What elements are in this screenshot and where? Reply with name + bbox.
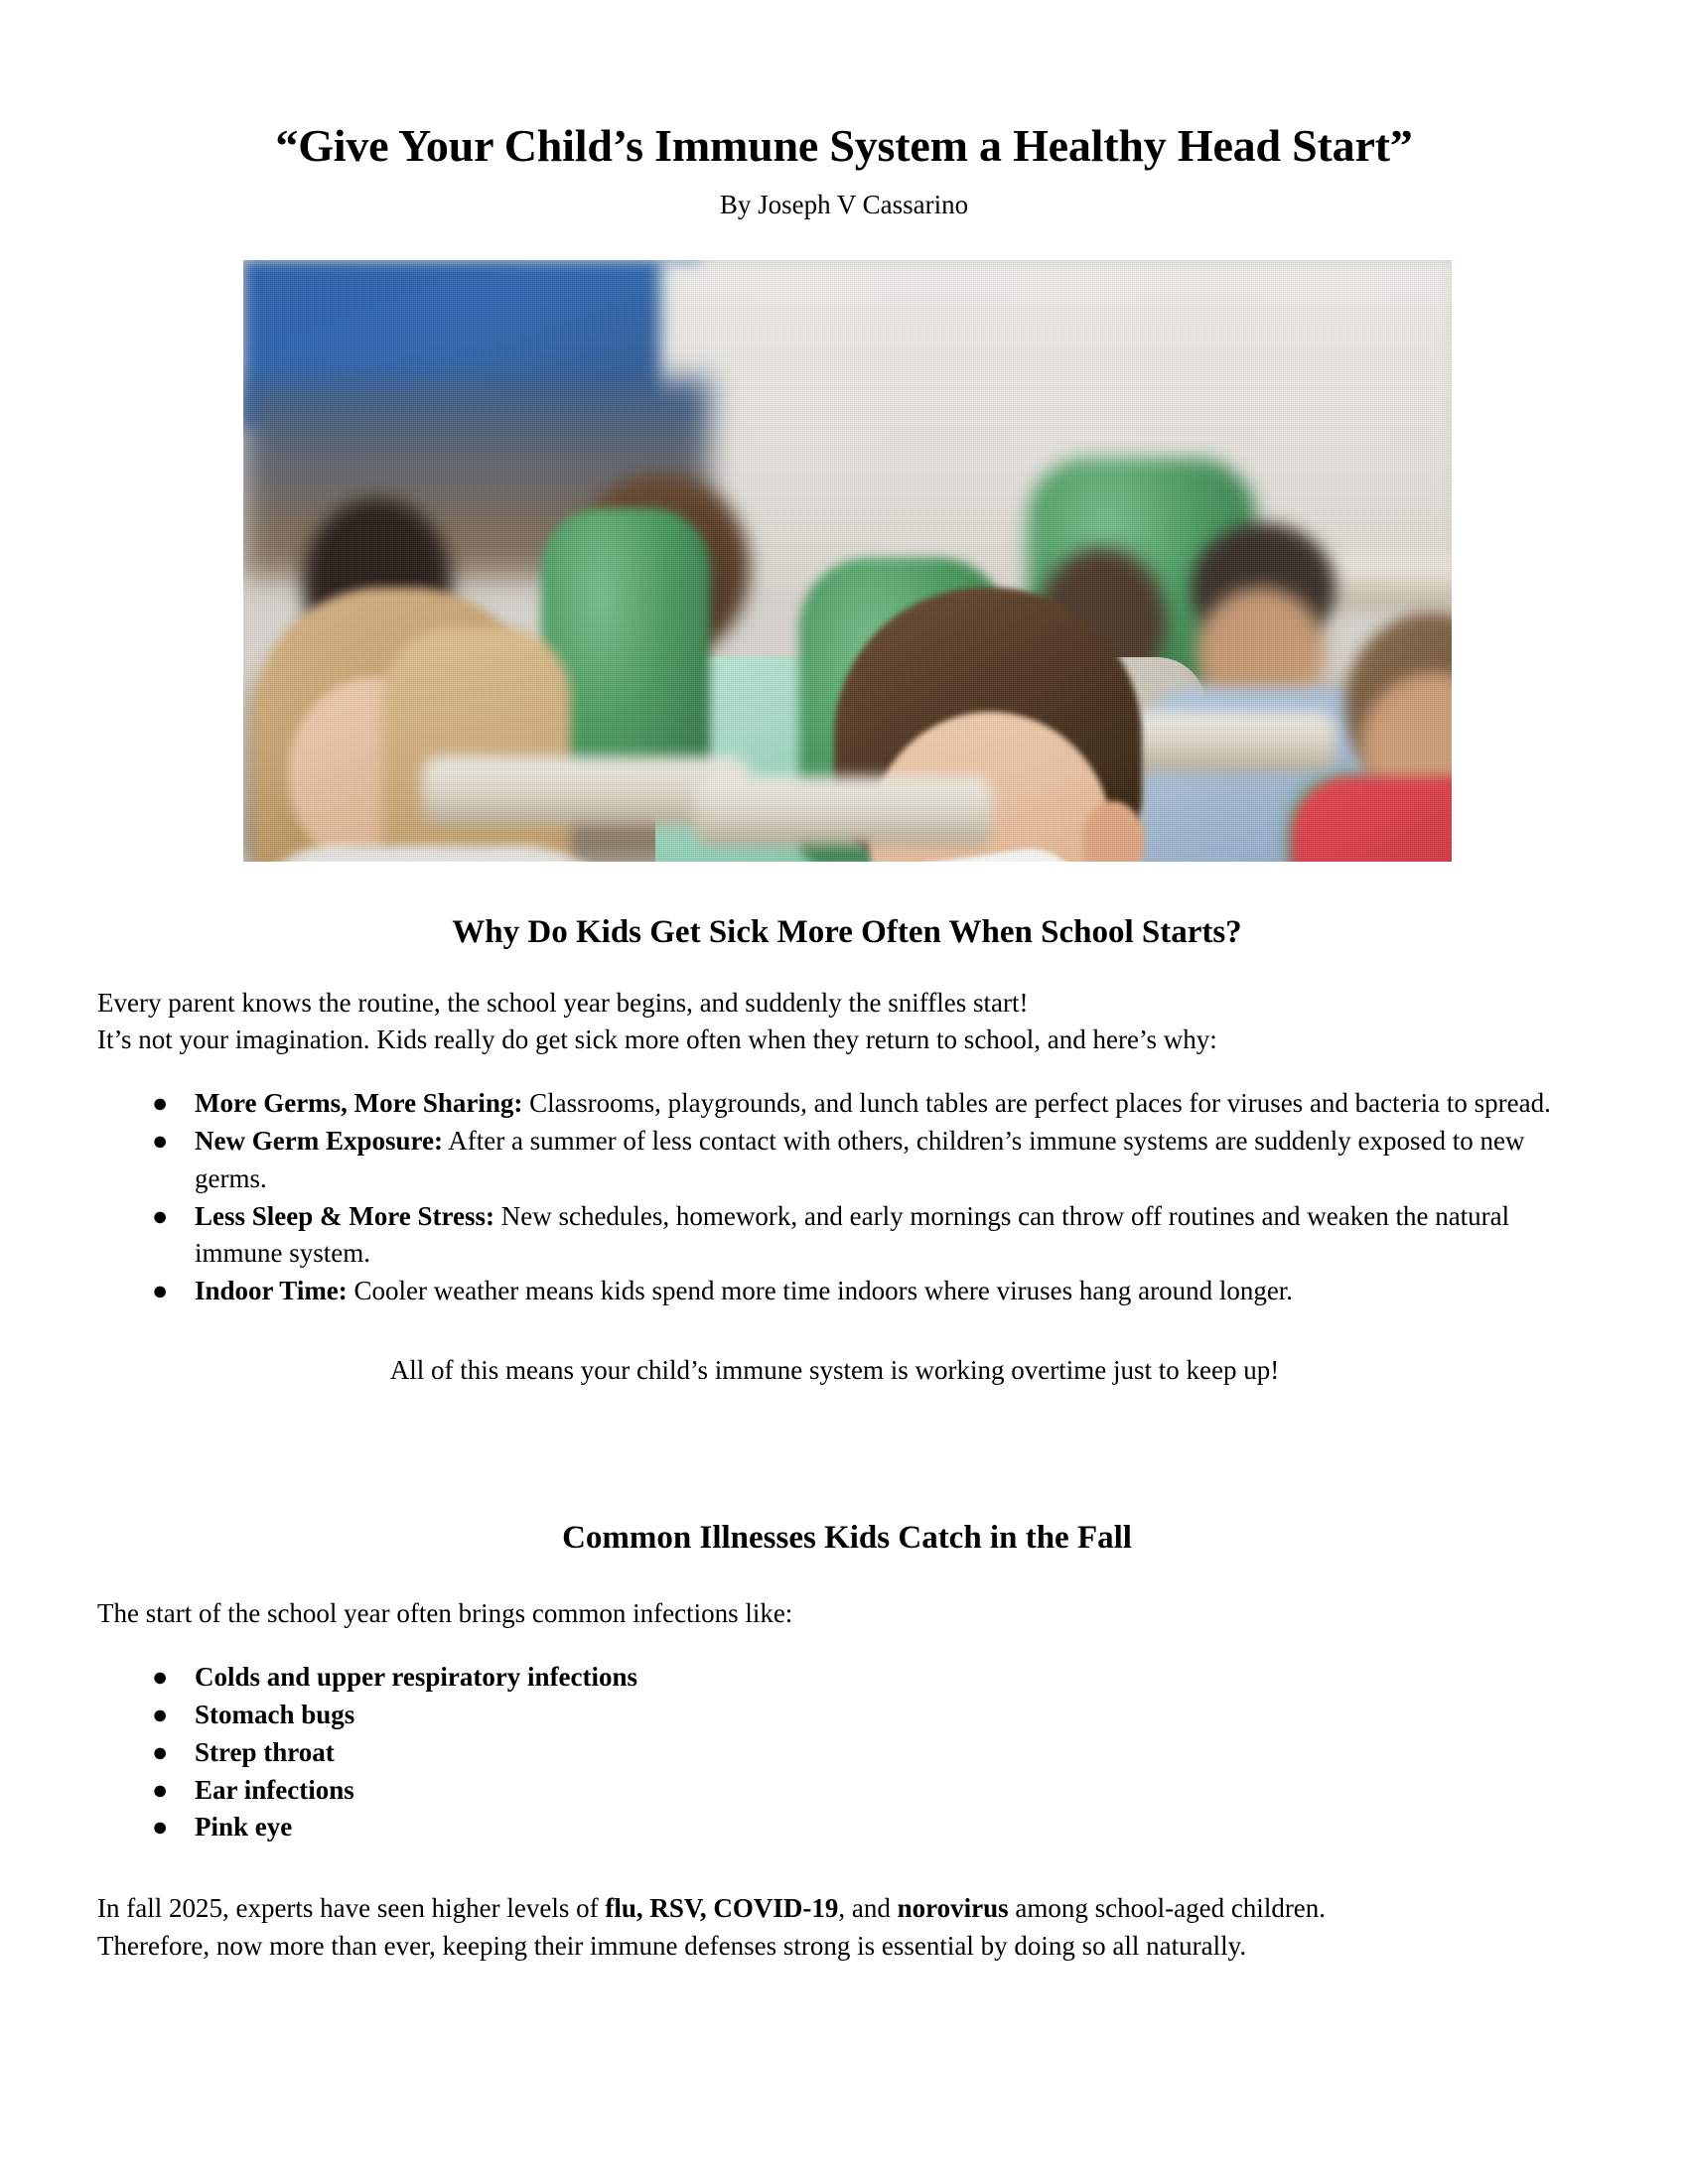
list-item bbox=[97, 1273, 1597, 1310]
bullet-icon: ● bbox=[152, 1125, 169, 1156]
bullet-icon: ● bbox=[152, 1088, 169, 1119]
list-item-rest: New schedules, homework, and early mornings can throw off routines and weaken the natural immune system. bbox=[195, 1200, 1510, 1269]
closing-part-1: In fall 2025, experts have seen higher levels of bbox=[97, 1893, 606, 1924]
bullet-icon: ● bbox=[152, 1774, 169, 1805]
list-item-lead: More Germs, More Sharing: bbox=[195, 1088, 523, 1119]
byline: By Joseph V Cassarino bbox=[719, 190, 969, 219]
section-1-intro-line-1: Every parent knows the routine, the school year begins, and suddenly the sniffles start! bbox=[97, 987, 1029, 1018]
list-item-rest: Cooler weather means kids spend more time indoors where viruses hang around longer. bbox=[347, 1276, 1294, 1306]
list-item bbox=[97, 1659, 1597, 1697]
bullet-icon: ● bbox=[152, 1276, 169, 1306]
bullet-icon: ● bbox=[152, 1699, 169, 1729]
list-item-lead: New Germ Exposure: bbox=[195, 1125, 443, 1156]
list-item bbox=[97, 1198, 1597, 1274]
page-title: “Give Your Child’s Immune System a Healthy Head Start” bbox=[275, 119, 1413, 171]
list-item-lead: Colds and upper respiratory infections bbox=[195, 1662, 638, 1693]
section-2-closing-line-1 bbox=[97, 1890, 1597, 1928]
list-item-lead: Ear infections bbox=[195, 1774, 354, 1805]
list-item-lead: Stomach bugs bbox=[195, 1699, 355, 1729]
section-1-closing-note: All of this means your child’s immune system is working overtime just to keep up! bbox=[389, 1354, 1280, 1385]
hero-image bbox=[243, 260, 1452, 862]
document-body bbox=[97, 913, 1597, 1966]
list-item-rest: After a summer of less contact with others, children’s immune systems are suddenly exposed to new germs. bbox=[195, 1125, 1525, 1193]
list-item-lead: Indoor Time: bbox=[195, 1276, 348, 1306]
section-2-bullet-list bbox=[97, 1659, 1597, 1846]
bullet-icon: ● bbox=[152, 1812, 169, 1843]
photo-boy-red-shirt bbox=[1291, 776, 1452, 862]
list-item bbox=[97, 1697, 1597, 1734]
closing-part-2: , and bbox=[838, 1893, 898, 1924]
section-1-bullet-list bbox=[97, 1085, 1597, 1310]
list-item bbox=[97, 1772, 1597, 1810]
list-item-lead: Pink eye bbox=[195, 1812, 293, 1843]
section-heading-common-illnesses: Common Illnesses Kids Catch in the Fall bbox=[562, 1519, 1132, 1556]
list-item bbox=[97, 1085, 1597, 1123]
photo-desk-center bbox=[695, 776, 993, 846]
bullet-icon: ● bbox=[152, 1736, 169, 1767]
hero-image-canvas bbox=[243, 260, 1452, 862]
closing-bold-2: norovirus bbox=[897, 1893, 1009, 1924]
bullet-icon: ● bbox=[152, 1662, 169, 1693]
list-item-lead: Less Sleep & More Stress: bbox=[195, 1200, 494, 1231]
list-item-rest: Classrooms, playgrounds, and lunch tables are perfect places for viruses and bacteria to spread. bbox=[522, 1088, 1551, 1119]
section-2-intro-line-1: The start of the school year often brings common infections like: bbox=[97, 1598, 793, 1629]
list-item bbox=[97, 1734, 1597, 1772]
bullet-icon: ● bbox=[152, 1200, 169, 1231]
section-1-intro-line-2: It’s not your imagination. Kids really do get sick more often when they return to school, and here’s why: bbox=[97, 1024, 1217, 1055]
list-item bbox=[97, 1809, 1597, 1846]
section-heading-why-kids-get-sick: Why Do Kids Get Sick More Often When School Starts? bbox=[452, 914, 1242, 950]
photo-girl-hair-front bbox=[382, 627, 571, 862]
closing-part-3: among school-aged children. bbox=[1008, 1893, 1327, 1924]
list-item-lead: Strep throat bbox=[195, 1736, 335, 1767]
list-item bbox=[97, 1123, 1597, 1198]
closing-bold-1: flu, RSV, COVID-19 bbox=[605, 1893, 839, 1924]
section-2-closing-line-2: Therefore, now more than ever, keeping their immune defenses strong is essential by doing so all naturally. bbox=[97, 1930, 1247, 1961]
